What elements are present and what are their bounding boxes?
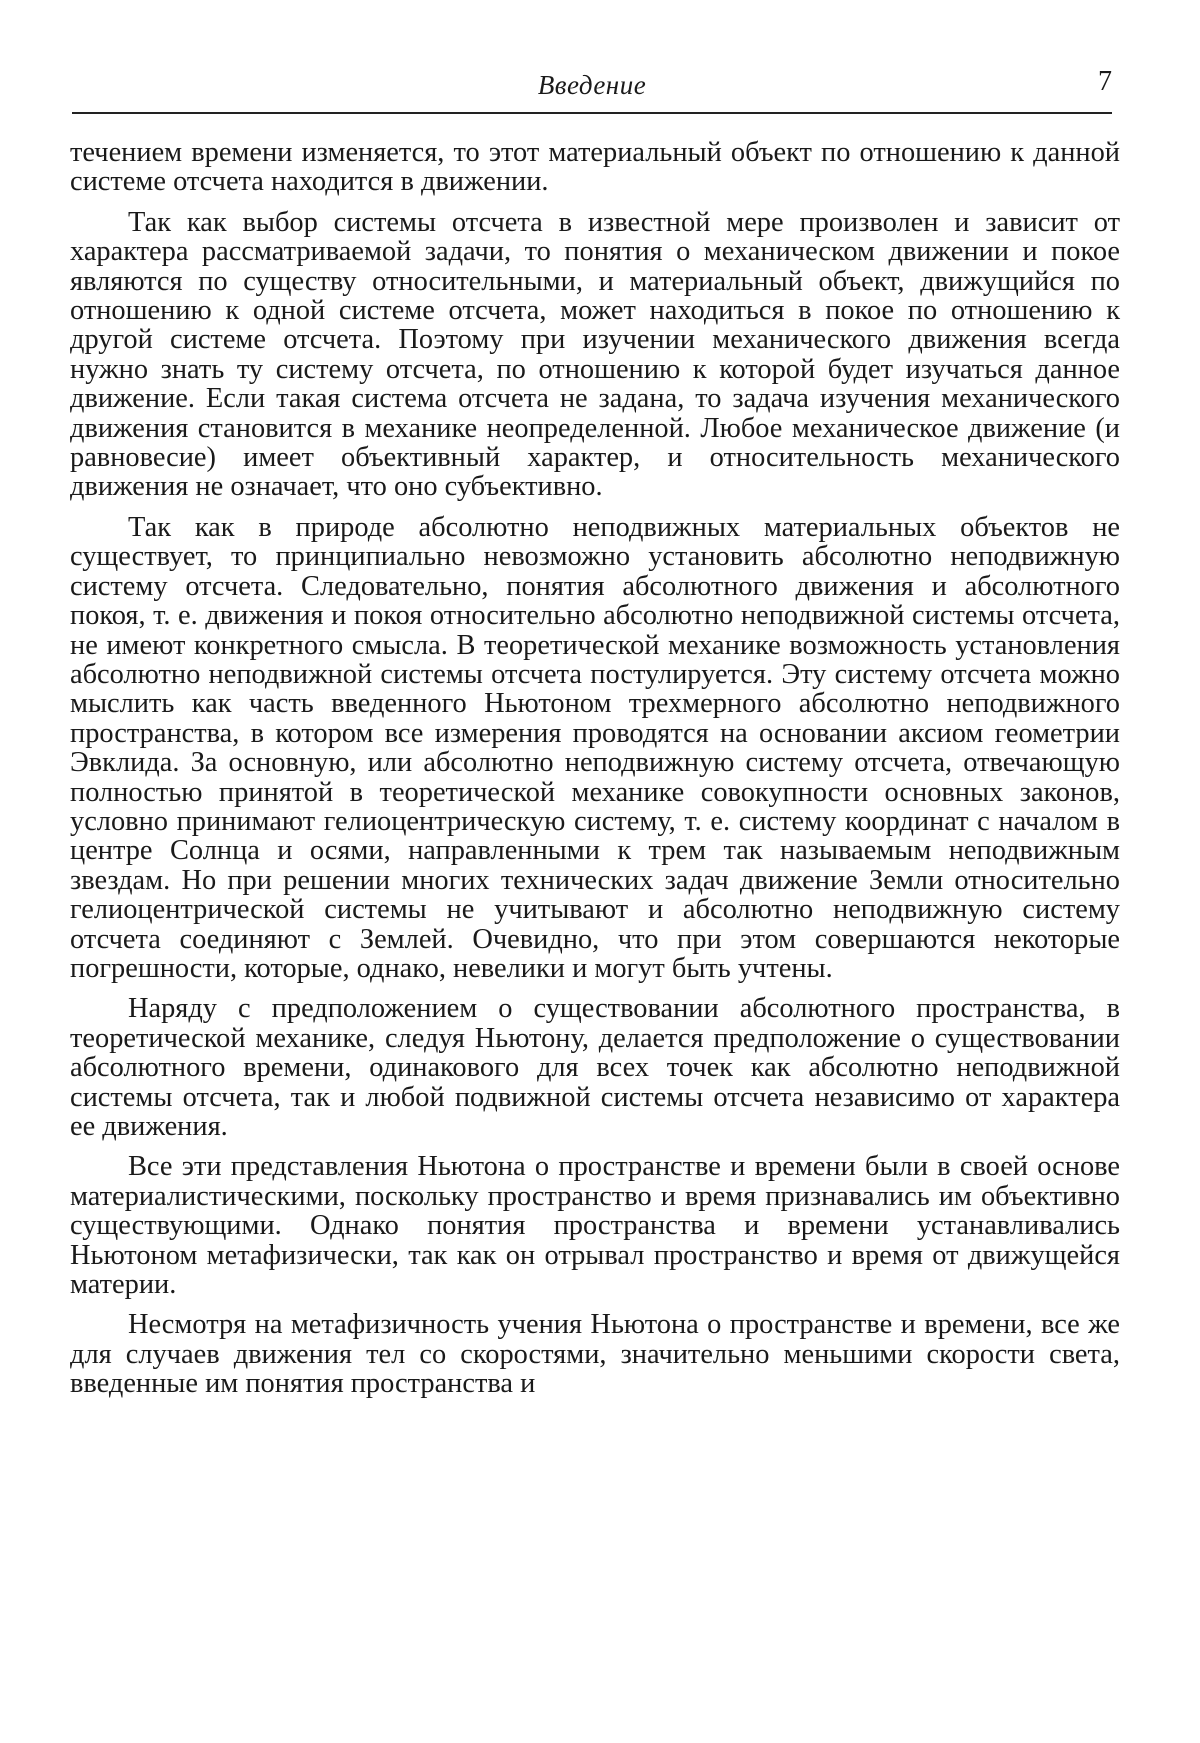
paragraph-3: Так как в природе абсолютно неподвижных материальных объектов не существует, то принципиально невозможно установить абсолютно неподвижную систему отсчета. Следовательно, понятия абсолютного движения и абсолютного покоя, т. е. движения и покоя относительно абсолютно неподвижной системы отсчета, не имеют конкретного смысла. В теоретической механике возможность установления абсолютно неподвижной системы отсчета постулируется. Эту систему отсчета можно мыслить как часть введенного Ньютоном трехмерного абсолютно неподвижного пространства, в котором все измерения проводятся на основании аксиом геометрии Эвклида. За основную, или абсолютно неподвижную систему отсчета, отвечающую полностью принятой в теоретической механике совокупности основных законов, условно принимают гелиоцентрическую систему, т. е. систему координат с началом в центре Солнца и осями, направленными к трем так называемым неподвижным звездам. Но при решении многих технических задач движение Земли относительно гелиоцентрической системы не учитывают и абсолютно неподвижную систему отсчета соединяют с Землей. Очевидно, что при этом совершаются некоторые погрешности, которые, однако, невелики и могут быть учтены. <box>70 511 1120 984</box>
paragraph-2: Так как выбор системы отсчета в известной мере произволен и зависит от характера рассматриваемой задачи, то понятия о механическом движении и покое являются по существу относительными, и материальный объект, движущийся по отношению к одной системе отсчета, может находиться в покое по отношению к другой системе отсчета. Поэтому при изучении механического движения всегда нужно знать ту систему отсчета, по отношению к которой будет изучаться данное движение. Если такая система отсчета не задана, то задача изучения механического движения становится в механике неопределенной. Любое механическое движение (и равновесие) имеет объективный характер, и относительность механического движения не означает, что оно субъективно. <box>70 206 1120 503</box>
body-text <box>70 138 1120 1399</box>
running-header <box>72 66 1112 114</box>
paragraph-continued: течением времени изменяется, то этот материальный объект по отношению к данной системе отсчета находится в движении. <box>70 137 1120 198</box>
paragraph-5: Все эти представления Ньютона о пространстве и времени были в своей основе материалистическими, поскольку пространство и время признавались им объективно существующими. Однако понятия пространства и времени устанавливались Ньютоном метафизически, так как он отрывал пространство и время от движущейся материи. <box>70 1151 1120 1301</box>
paragraph-6: Несмотря на метафизичность учения Ньютона о пространстве и времени, все же для случаев движения тел со скоростями, значительно меньшими скорости света, введенные им понятия пространства и <box>70 1309 1120 1400</box>
paragraph-4: Наряду с предположением о существовании абсолютного пространства, в теоретической механике, следуя Ньютону, делается предположение о существовании абсолютного времени, одинакового для всех точек как абсолютно неподвижной системы отсчета, так и любой подвижной системы отсчета независимо от характера ее движения. <box>70 993 1120 1142</box>
page-number: 7 <box>1098 66 1112 97</box>
chapter-title: Введение <box>537 70 647 100</box>
